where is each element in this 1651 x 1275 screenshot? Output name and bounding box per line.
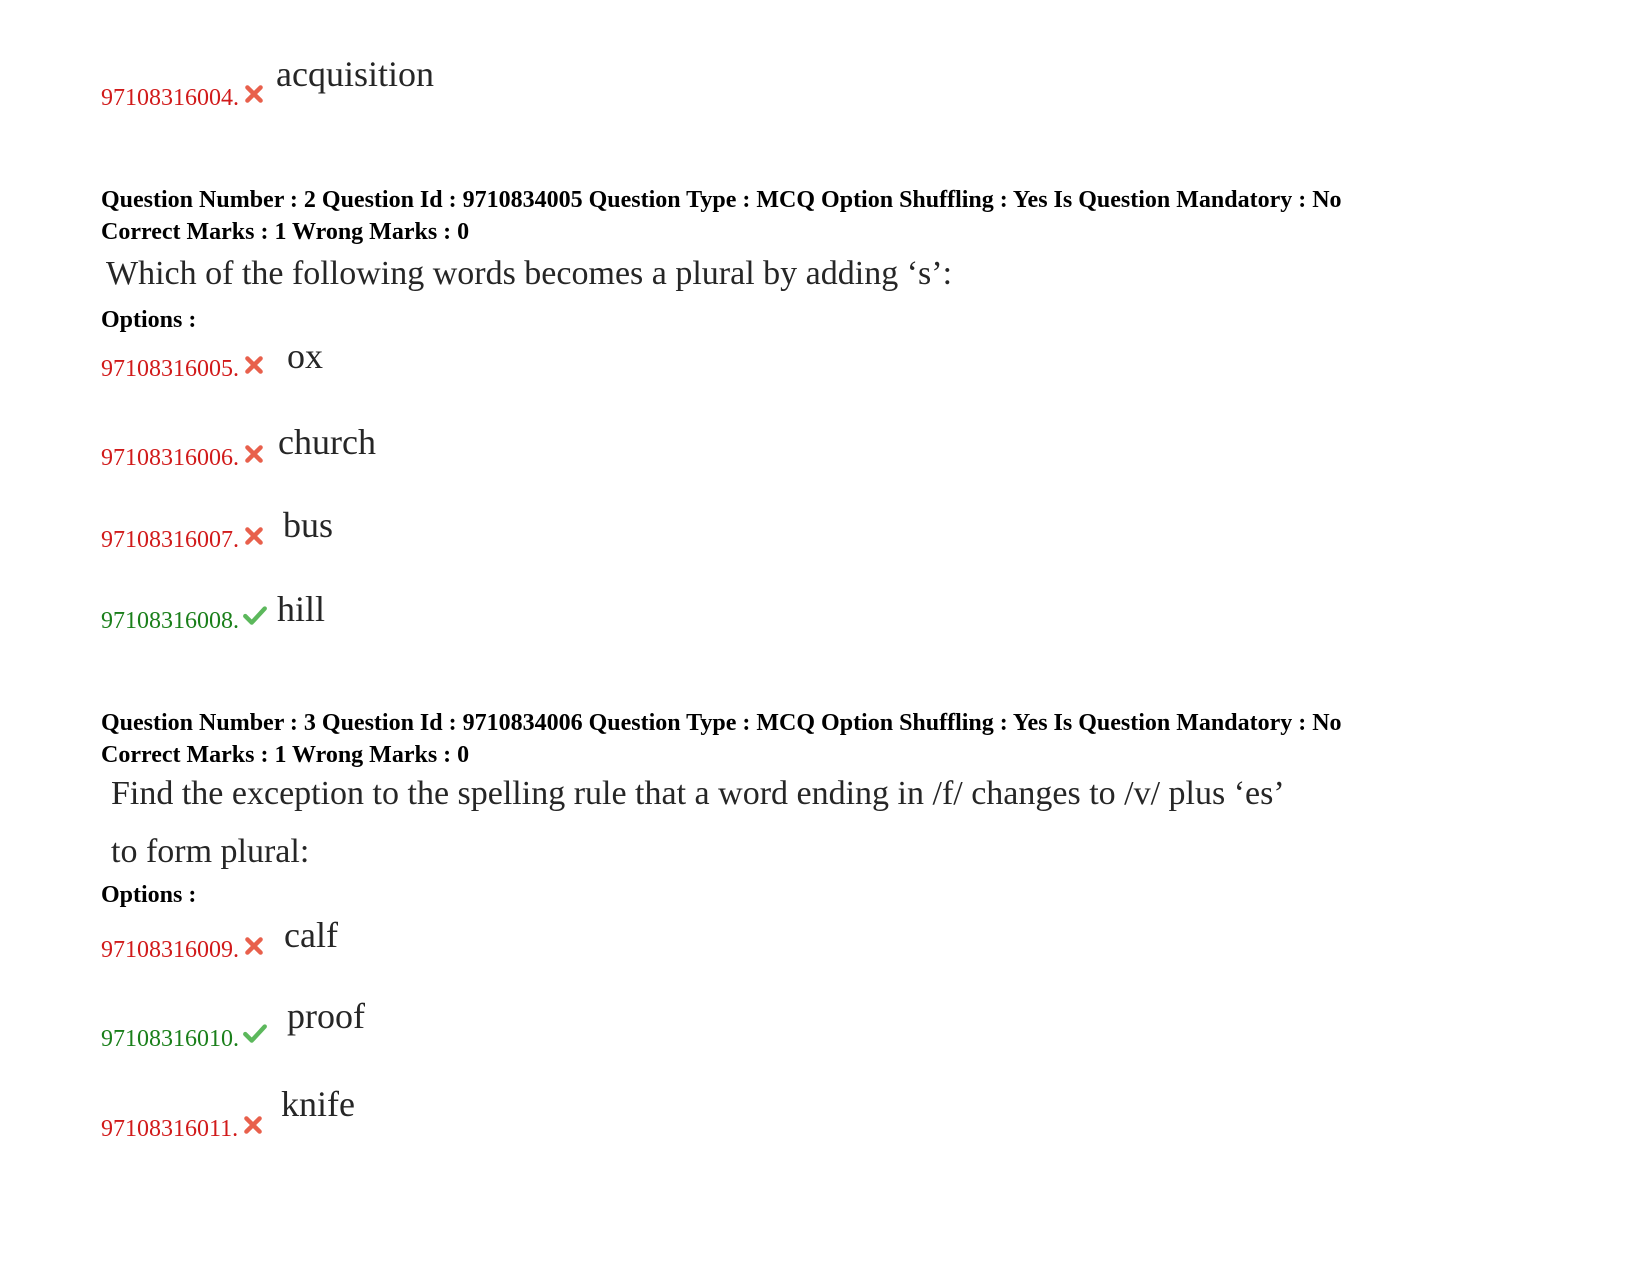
question-text: Which of the following words becomes a plural by adding ‘s’:: [106, 255, 953, 292]
option-id: 97108316011.: [101, 1116, 239, 1142]
check-icon: [242, 604, 268, 626]
option-id: 97108316008.: [101, 608, 239, 634]
options-label: Options :: [101, 882, 197, 908]
option-text: ox: [287, 336, 323, 376]
question-text-line-2: to form plural:: [111, 833, 310, 870]
option-text: church: [278, 422, 376, 462]
question-text-line-1: Find the exception to the spelling rule that a word ending in /f/ changes to /v/ plus ‘es’: [111, 775, 1285, 812]
option-text: calf: [284, 915, 338, 955]
cross-icon: [243, 525, 265, 547]
cross-icon: [243, 935, 265, 957]
check-icon: [242, 1022, 268, 1044]
option-id: 97108316009.: [101, 937, 239, 963]
option-id: 97108316004.: [101, 85, 239, 111]
cross-icon: [243, 443, 265, 465]
question-meta: Question Number : 2 Question Id : 9710834005 Question Type : MCQ Option Shuffling : Yes Is Question Mandatory : No: [101, 187, 1342, 213]
option-id: 97108316006.: [101, 445, 239, 471]
option-text: hill: [277, 589, 326, 629]
option-text: bus: [283, 505, 334, 545]
option-text: proof: [287, 996, 365, 1036]
cross-icon: [243, 83, 265, 105]
option-id: 97108316007.: [101, 527, 239, 553]
options-label: Options :: [101, 307, 197, 333]
option-id: 97108316005.: [101, 356, 239, 382]
question-marks: Correct Marks : 1 Wrong Marks : 0: [101, 742, 470, 768]
option-id: 97108316010.: [101, 1026, 239, 1052]
cross-icon: [242, 1114, 264, 1136]
question-meta: Question Number : 3 Question Id : 9710834006 Question Type : MCQ Option Shuffling : Yes Is Question Mandatory : No: [101, 710, 1342, 736]
option-text: knife: [281, 1084, 355, 1124]
cross-icon: [243, 354, 265, 376]
question-marks: Correct Marks : 1 Wrong Marks : 0: [101, 219, 470, 245]
option-text: acquisition: [276, 54, 434, 94]
